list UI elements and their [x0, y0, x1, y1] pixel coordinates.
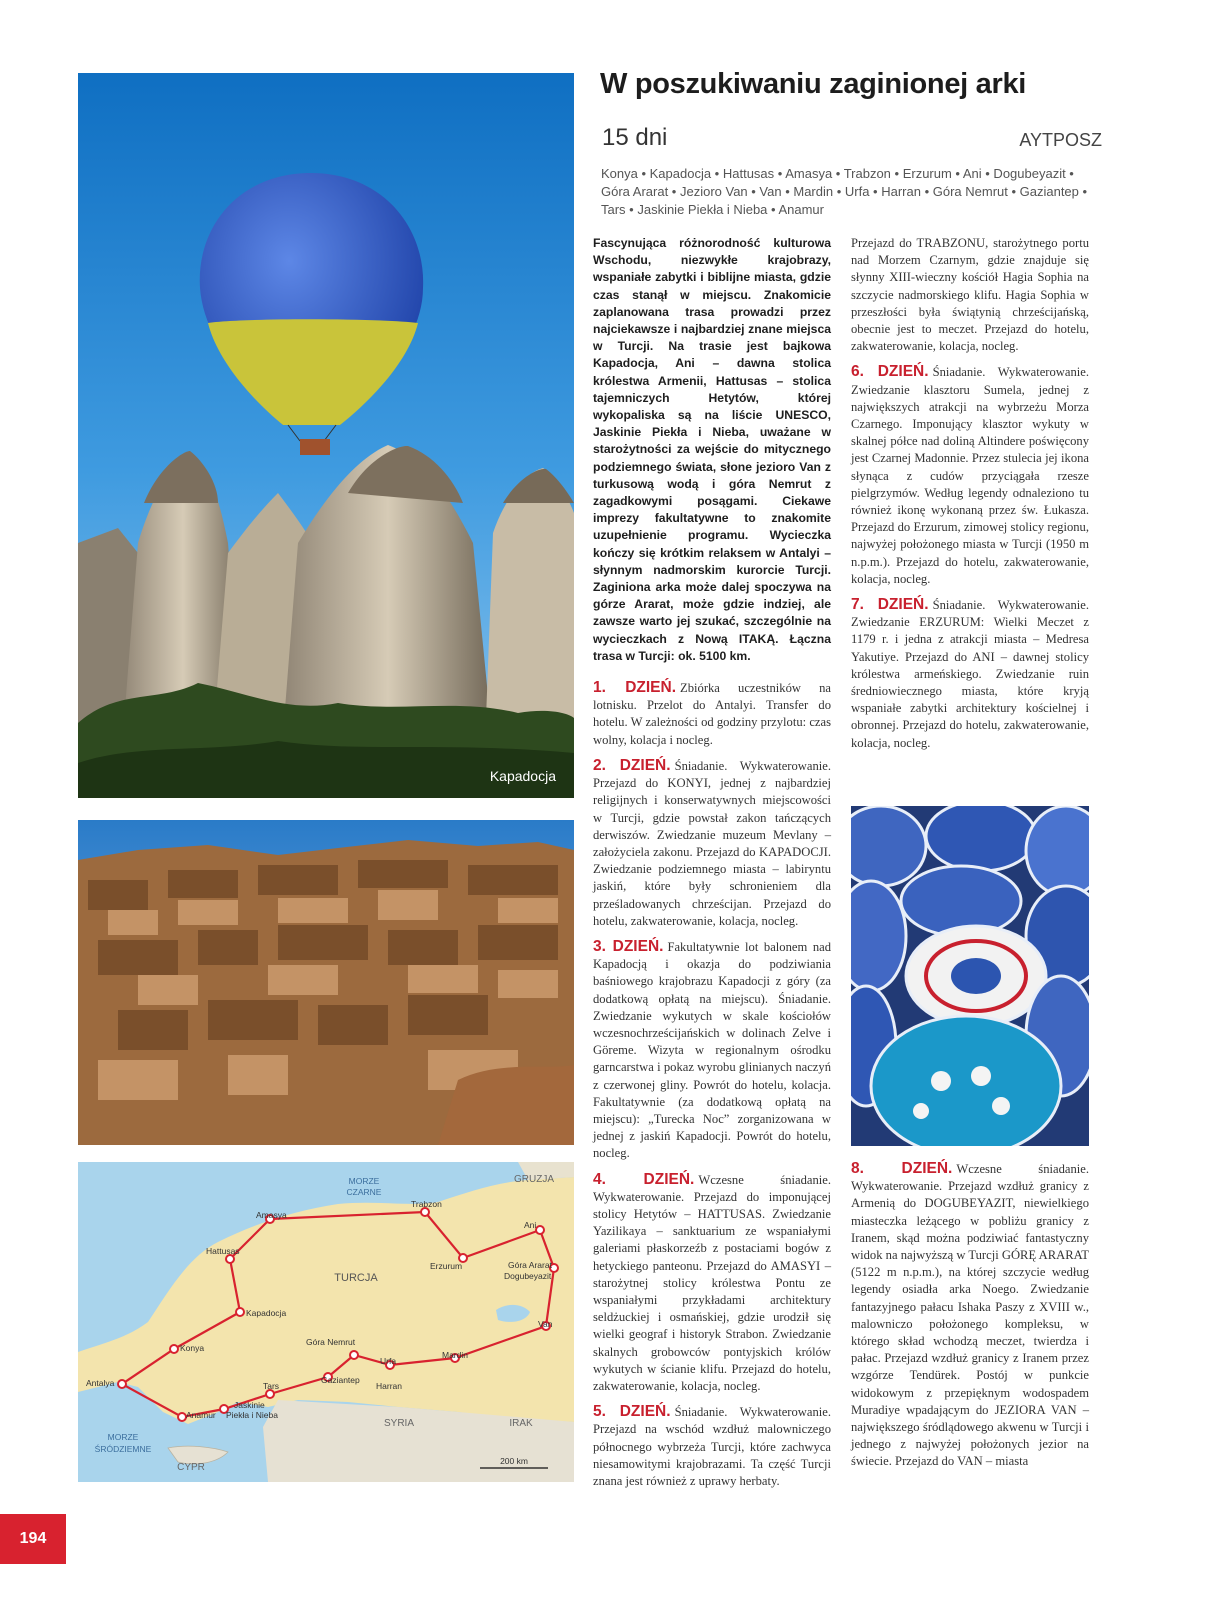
plates-illustration	[851, 806, 1089, 1146]
day-8	[851, 1160, 1089, 1471]
day-7	[851, 596, 1089, 752]
med-label-1: MORZE	[107, 1432, 139, 1442]
city-antalya: Antalya	[86, 1378, 115, 1388]
city-van: Van	[538, 1319, 553, 1329]
city-jaskinie-2: Piekła i Nieba	[226, 1410, 278, 1420]
day-text: Śniadanie. Wykwaterowanie. Zwiedzanie klasztoru Sumela, jednej z największych atrakcji na wybrzeżu Morza Czarnego. Imponujący klasztor wykuty w skalnej półce nad doliną Altindere poświęcony jest Czarnej Madonnie. Przez stulecia jej ikona słynąca z cudów przyciągała rzesze pielgrzymów. Według legendy odnaleziono tu również ikonę wykonaną przez św. Łukasza. Przejazd do Erzurum, zimowej stolicy regionu, najwyżej położonego miasta w Turcji (1950 m n.p.m.). Przejazd do hotelu, zakwaterowanie, kolacja, nocleg.	[851, 365, 1090, 586]
city-dogubeyazit: Dogubeyazit	[504, 1271, 552, 1281]
page-number: 194	[0, 1514, 66, 1564]
day-text: Fakultatywnie lot balonem nad Kapadocją i okazja do podziwiania baśniowego krajobrazu Kapadocji z góry (za dodatkową opłatą na miejscu). Śniadanie. Zwiedzanie wykutych w skale kościołów wczesnochrześcijańskich w dolinach Zelve i Göreme. Wizyta w regionalnym ośrodku garncarstwa i pokaz wyrobu glinianych naczyń z czerwonej gliny. Powrót do hotelu, kolacja. Fakultatywnie (za dodatkową opłatą na miejscu): „Turecka Noc” zorganizowana w jednej z jaskiń Kapadocji. Powrót do hotelu, nocleg.	[593, 939, 831, 1161]
day-label: 1. DZIEŃ.	[593, 679, 677, 697]
country-syria: SYRIA	[383, 1418, 415, 1429]
text-column-left	[593, 235, 831, 1490]
city-nemrut: Góra Nemrut	[306, 1337, 356, 1347]
day-label: 2. DZIEŃ.	[593, 756, 671, 774]
day-5-continued: Przejazd do TRABZONU, starożytnego portu nad Morzem Czarnym, gdzie znajduje się słynny XIII-wieczny kościół Hagia Sophia na szczycie nadmorskiego klifu. Hagia Sophia w przeszłości była świątynią chrześcijańską, obecnie jest to meczet. Przejazd do hotelu, zakwaterowanie, kolacja, nocleg.	[851, 236, 1089, 354]
trip-code: AYTPOSZ	[1019, 130, 1102, 150]
scale-label: 200 km	[500, 1456, 528, 1466]
day-label: 4. DZIEŃ.	[593, 1170, 695, 1188]
day-label: 7. DZIEŃ.	[851, 596, 929, 614]
day-4	[593, 1171, 831, 1396]
city-amasya: Amasya	[256, 1210, 287, 1220]
day-1	[593, 679, 831, 749]
day-2	[593, 757, 831, 930]
photo-ceramic-plates	[851, 806, 1089, 1146]
text-column-right-top	[851, 235, 1089, 752]
country-iraq: IRAK	[509, 1418, 533, 1429]
day-label: 6. DZIEŃ.	[851, 363, 929, 381]
city-kapadocja: Kapadocja	[246, 1308, 287, 1318]
med-label-2: ŚRÓDZIEMNE	[94, 1444, 152, 1454]
day-3	[593, 938, 831, 1163]
day-text: Śniadanie. Wykwaterowanie. Przejazd na wschód wzdłuż malowniczego północnego wybrzeża Turcji, które zachwyca niesamowitymi krajobrazami. Ta część Turcji znana jest również z uprawy herbaty.	[593, 1405, 832, 1489]
day-label: 3. DZIEŃ.	[593, 937, 664, 955]
country-cyprus: CYPR	[177, 1462, 205, 1473]
turkey-map	[78, 1162, 574, 1482]
day-text: Śniadanie. Wykwaterowanie. Przejazd do KONYI, jednej z najbardziej religijnych i konserwatywnych miejscowości w Turcji, gdzie powstał zakon tańczących derwiszów. Zwiedzanie muzeum Mevlany – założyciela zakonu. Przejazd do KAPADOCJI. Zwiedzanie podziemnego miasta – labiryntu jaskiń, które były schronieniem dla prześladowanych chrześcijan. Przejazd do hotelu, zakwaterowanie, kolacja, nocleg.	[593, 758, 832, 928]
page-title: W poszukiwaniu zaginionej arki	[600, 68, 1027, 100]
town-illustration	[78, 820, 574, 1145]
city-anamur: Anamur	[186, 1410, 216, 1420]
day-6	[851, 363, 1089, 588]
text-column-right-bottom	[851, 1160, 1089, 1471]
day-text: Wczesne śniadanie. Wykwaterowanie. Przejazd do imponującej stolicy Hetytów – HATTUSAS. Zwiedzanie Yazilikaya – sanktuarium ze wspaniałymi galeriami płaskorzeźb z postaciami bogów z hetyckiego panteonu. Przejazd do AMASYI – starożytnej stolicy królestwa Pontu ze wspaniałymi przykładami architektury seldżuckiej i osmańskiej, gdzie urodził się wielki geograf i historyk Strabon. Zwiedzanie skalnych grobowców pontyjskich królów wykutych w ścianie klifu. Przejazd do hotelu, zakwaterowanie, kolacja, nocleg.	[593, 1172, 831, 1393]
city-jaskinie-1: Jaskinie	[234, 1400, 265, 1410]
route-map	[78, 1162, 574, 1482]
city-urfa: Urfa	[380, 1356, 397, 1366]
route-list: Konya • Kapadocja • Hattusas • Amasya • Trabzon • Erzurum • Ani • Dogubeyazit • Góra Ararat • Jezioro Van • Van • Mardin • Urfa • Harran • Góra Nemrut • Gaziantep • Tars • Jaskinie Piekła i Nieba • Anamur	[601, 166, 1088, 217]
day-5	[593, 1403, 831, 1490]
city-erzurum: Erzurum	[430, 1261, 463, 1271]
balloon-illustration	[78, 73, 574, 798]
day-label: 5. DZIEŃ.	[593, 1403, 671, 1421]
city-mardin: Mardin	[442, 1350, 468, 1360]
day-text: Zbiórka uczestników na lotnisku. Przelot do Antalyi. Transfer do hotelu. W zależności od godziny przylotu: czas wolny, kolacja i nocleg.	[593, 681, 831, 747]
country-turkey: TURCJA	[334, 1272, 378, 1284]
country-georgia: GRUZJA	[514, 1174, 554, 1185]
day-text: Śniadanie. Wykwaterowanie. Zwiedzanie ERZURUM: Wielki Meczet z 1179 r. i jedna z atrakcji miasta – Medresa Yakutiye. Przejazd do ANI – dawnej stolicy królestwa armeńskiego. Zwiedzanie ruin średniowiecznego miasta, które kryją wspaniałe zabytki architektury kościelnej i obronnej. Przejazd do hotelu, zakwaterowanie, kolacja, nocleg.	[851, 598, 1090, 750]
photo-caption: Kapadocja	[489, 768, 556, 784]
day-label: 8. DZIEŃ.	[851, 1160, 953, 1177]
trip-duration: 15 dni	[602, 124, 668, 151]
city-ani: Ani	[524, 1220, 537, 1230]
city-hattusas: Hattusas	[206, 1246, 240, 1256]
day-text: Wczesne śniadanie. Wykwaterowanie. Przejazd wzdłuż granicy z Armenią do DOGUBEYAZIT, niewielkiego miasteczka leżącego w pobliżu granicy z Iranem, skąd można podziwiać fantastyczny widok na najwyższą w Turcji GÓRĘ ARARAT (5122 m n.p.m.), na której szczycie według legendy osiadła arka Noego. Zwiedzanie fantazyjnego pałacu Ishaka Paszy z XVIII w., malowniczo położonego kompleksu, w którego skład wchodzą meczet, twierdza i pałac. Przejazd wzdłuż granicy z Iranem przez wzgórze Tendürek. Postój w punkcie widokowym z przepięknym wodospadem Muradiye wpadającym do JEZIORA VAN – największego śródlądowego akwenu w Turcji i jednego z najwyżej położonych jezior na świecie. Przejazd do VAN – miasta	[851, 1162, 1089, 1469]
sea-label-2: CZARNE	[346, 1187, 382, 1197]
city-ararat: Góra Ararat	[508, 1260, 552, 1270]
city-harran: Harran	[376, 1381, 402, 1391]
photo-cappadocia-balloon	[78, 73, 574, 798]
city-konya: Konya	[180, 1343, 205, 1353]
city-tars: Tars	[263, 1381, 280, 1391]
city-trabzon: Trabzon	[411, 1199, 442, 1209]
intro-paragraph: Fascynująca różnorodność kulturowa Wschodu, niezwykłe krajobrazy, wspaniałe zabytki i biblijne miasta, gdzie czas stanął w miejscu. Znakomicie zaplanowana trasa prowadzi przez najciekawsze i najbardziej znane miejsca w Turcji. Na trasie jest bajkowa Kapadocja, Ani – dawna stolica królestwa Armenii, Hattusas – stolica tajemniczych Hetytów, której wykopaliska są na liście UNESCO, Jaskinie Piekła i Nieba, uważane w starożytności za wejście do mitycznego podziemnego świata, słone jezioro Van z turkusową wodą i góra Nemrut z zagadkowymi posągami. Ciekawe imprezy fakultatywne to znakomite uzupełnienie programu. Wycieczka kończy się krótkim relaksem w Antalyi – słynnym nadmorskim kurorcie Turcji. Zaginiona arka może dalej spoczywa na górze Ararat, może gdzie indziej, ale zawsze warto jej szukać, szczególnie na wycieczkach z Nową ITAKĄ. Łączna trasa w Turcji: ok. 5100 km.	[593, 236, 831, 663]
photo-mardin-town	[78, 820, 574, 1145]
city-gaziantep: Gaziantep	[321, 1375, 360, 1385]
sea-label-1: MORZE	[348, 1176, 380, 1186]
